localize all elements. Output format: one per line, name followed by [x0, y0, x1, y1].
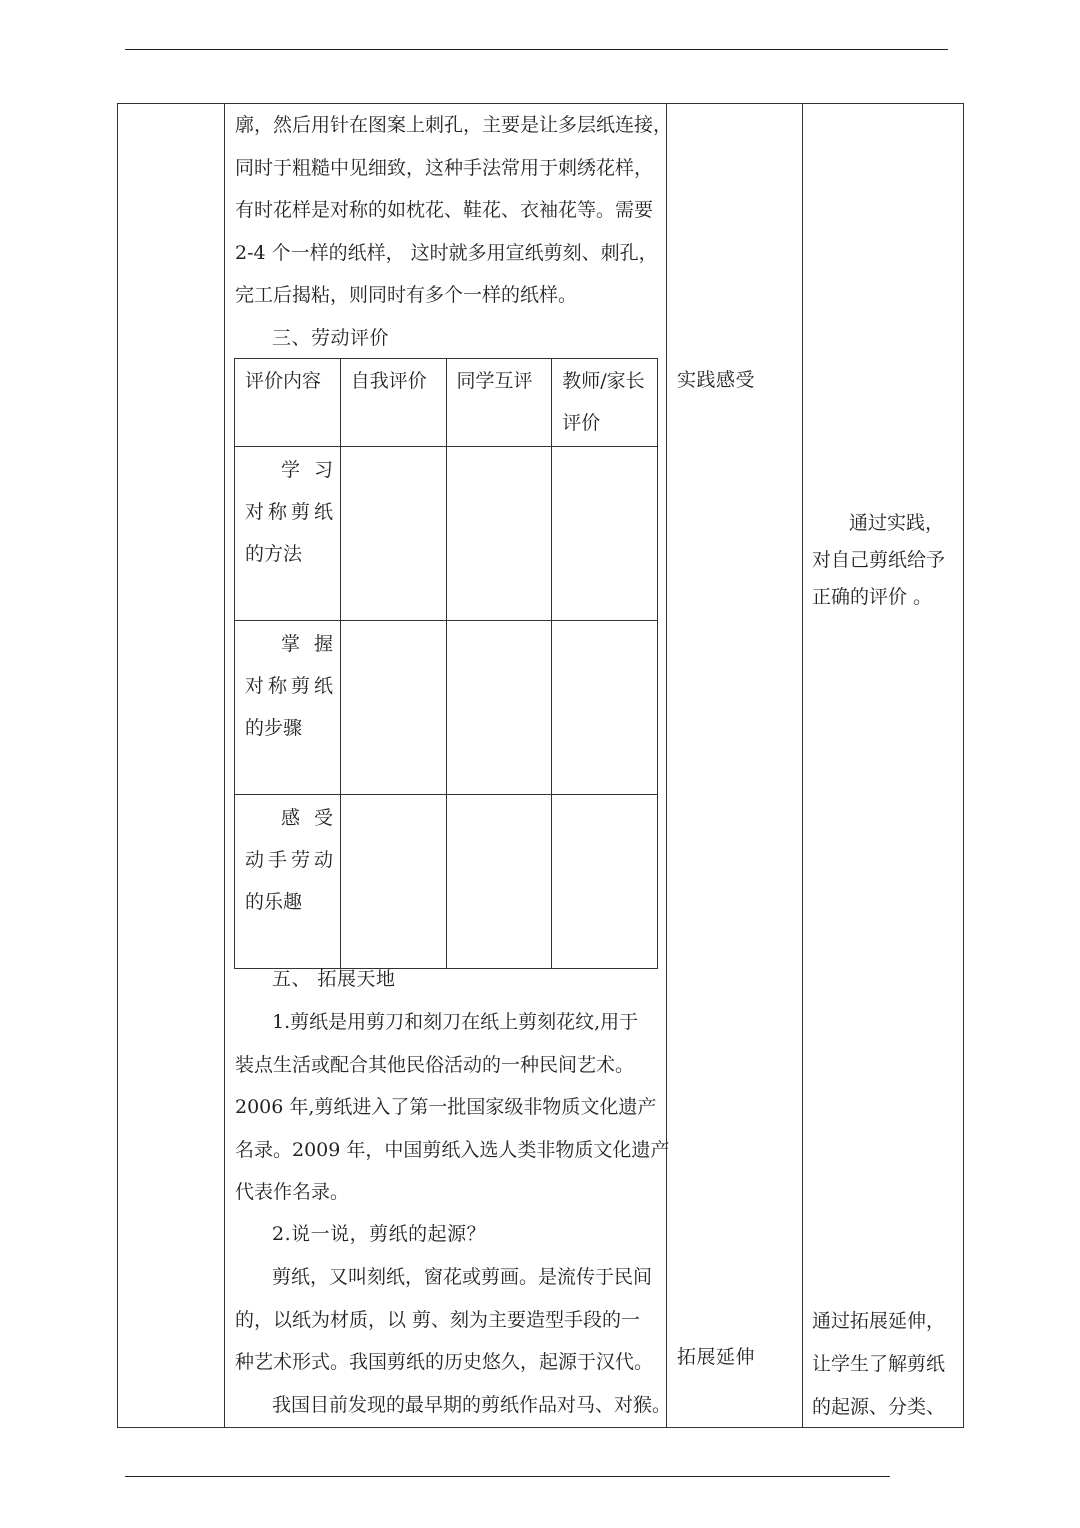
footer-rule — [125, 1476, 890, 1477]
text-line: 代表作名录。 — [235, 1181, 350, 1203]
text-line: 廓，然后用针在图案上刺孔，主要是让多层纸连接， — [235, 114, 673, 136]
table-header-cell: 自我评价 — [340, 359, 446, 447]
criteria-line: 感 受 — [281, 807, 338, 829]
criteria-cell — [235, 621, 341, 795]
column-divider — [224, 103, 225, 1428]
empty-cell — [340, 621, 446, 795]
table-header-cell: 评价内容 — [235, 359, 341, 447]
text-line: 剪纸，又叫刻纸，窗花或剪画。是流传于民间 — [272, 1266, 653, 1288]
table-header-cell: 同学互评 — [446, 359, 552, 447]
text-line: 2-4 个一样的纸样， 这时就多用宣纸剪刻、刺孔， — [235, 241, 658, 264]
text-line: 正确的评价 。 — [812, 586, 933, 608]
criteria-line: 对称剪纸 — [245, 501, 338, 523]
text-line: 种艺术形式。我国剪纸的历史悠久，起源于汉代。 — [235, 1351, 654, 1373]
header-rule — [125, 49, 948, 50]
header-line: 评价 — [562, 412, 601, 434]
table-row — [235, 447, 658, 621]
activity-practice: 实践感受 — [677, 369, 756, 391]
criteria-cell — [235, 447, 341, 621]
table-header-row — [235, 359, 658, 447]
table-row — [235, 795, 658, 969]
empty-cell — [552, 795, 658, 969]
criteria-line: 的步骤 — [245, 717, 303, 739]
text-line: 装点生活或配合其他民俗活动的一种民间艺术。 — [235, 1053, 635, 1076]
section5-heading: 五、 拓展天地 — [272, 968, 396, 990]
criteria-line: 动手劳动 — [245, 849, 338, 871]
text-line: 我国目前发现的最早期的剪纸作品对马、对猴。 — [272, 1393, 672, 1416]
item2-paragraph — [235, 1256, 672, 1426]
text-line: 同时于粗糙中见细致，这种手法常用于刺绣花样， — [235, 156, 654, 179]
table-row — [235, 621, 658, 795]
column-divider — [802, 103, 803, 1428]
intro-paragraph — [235, 104, 673, 317]
criteria-line: 掌 握 — [281, 633, 338, 655]
criteria-line: 的方法 — [245, 543, 303, 565]
section3-heading: 三、劳动评价 — [272, 327, 390, 349]
empty-cell — [446, 621, 552, 795]
empty-cell — [446, 447, 552, 621]
text-line: 通过实践， — [849, 512, 945, 534]
empty-cell — [552, 447, 658, 621]
activity-extend: 拓展延伸 — [677, 1346, 756, 1368]
empty-cell — [340, 447, 446, 621]
text-line: 有时花样是对称的如枕花、鞋花、衣袖花等。需要 — [235, 199, 654, 221]
item1-paragraph — [235, 1001, 670, 1214]
text-line: 完工后揭粘，则同时有多个一样的纸样。 — [235, 284, 578, 306]
text-line: 名录。2009 年，中国剪纸入选人类非物质文化遗产 — [235, 1138, 670, 1161]
criteria-line: 学 习 — [281, 459, 338, 481]
text-line: 的，以纸为材质，以 剪、刻为主要造型手段的一 — [235, 1308, 641, 1331]
text-line: 的起源、分类、 — [812, 1396, 946, 1418]
table-header-cell — [552, 359, 658, 447]
empty-cell — [446, 795, 552, 969]
text-line: 对自己剪纸给予 — [812, 549, 946, 571]
criteria-line: 的乐趣 — [245, 891, 303, 913]
text-line: 2006 年,剪纸进入了第一批国家级非物质文化遗产 — [235, 1096, 657, 1118]
empty-cell — [340, 795, 446, 969]
intent-practice — [812, 505, 945, 616]
intent-extend — [812, 1300, 945, 1429]
text-line: 1.剪纸是用剪刀和刻刀在纸上剪刻花纹,用于 — [272, 1011, 639, 1033]
text-line: 让学生了解剪纸 — [812, 1353, 946, 1375]
criteria-cell — [235, 795, 341, 969]
empty-cell — [552, 621, 658, 795]
criteria-line: 对称剪纸 — [245, 675, 338, 697]
item2-question: 2.说一说，剪纸的起源？ — [272, 1223, 487, 1245]
header-line: 教师/家长 — [562, 370, 645, 392]
column-divider — [666, 103, 667, 1428]
text-line: 通过拓展延伸， — [812, 1310, 946, 1332]
evaluation-table — [234, 358, 658, 969]
